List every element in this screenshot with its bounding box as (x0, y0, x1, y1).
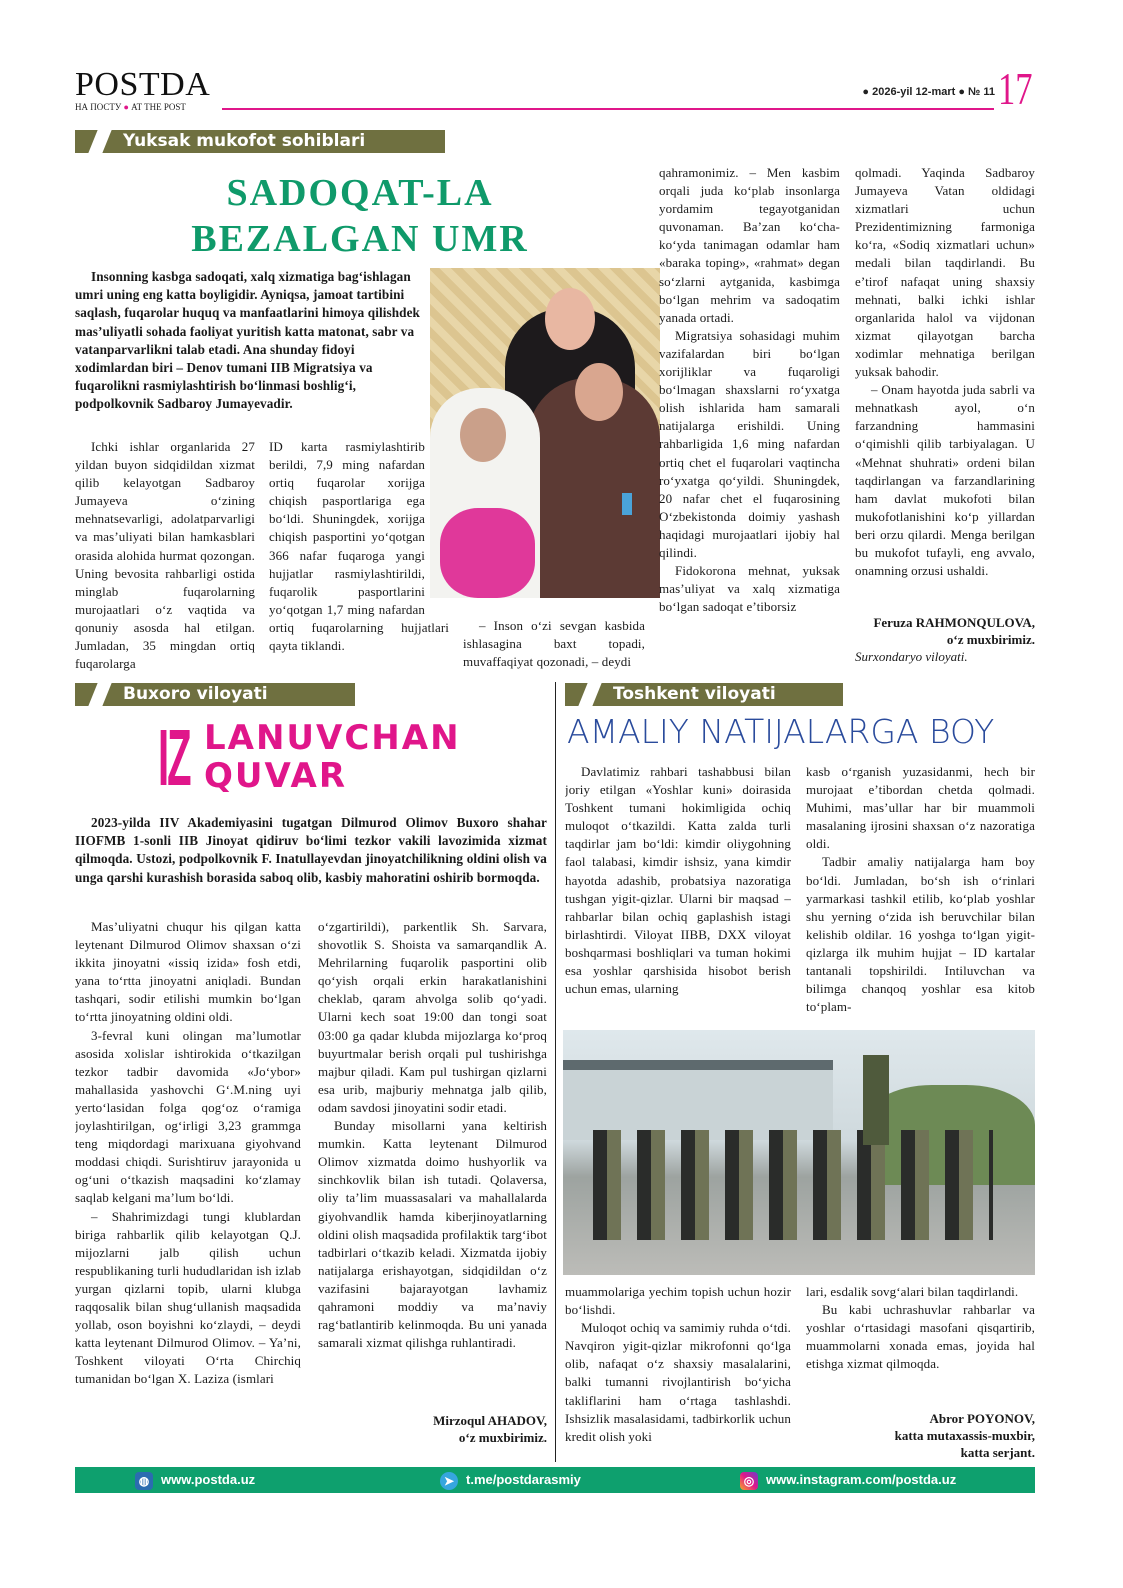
text-column (318, 918, 547, 1404)
title-line: LANUVCHAN (204, 718, 461, 758)
photo-youth-cadets-parade (563, 1030, 1035, 1275)
paragraph: Muloqot ochiq va samimiy ruhda o‘tdi. Navqiron yigit-qizlar mikrofonni qo‘lga olib, nafaqat o‘z shaxsiy masalalarini, balki tumanni rivojlantirish bo‘yicha takliflarini ham o‘rtaga tashlashdi. Ishsizlik masalasidami, tadbirkorlik uchun kredit olish yoki (565, 1320, 791, 1444)
column-divider (555, 682, 556, 1462)
author-signature (806, 1410, 1035, 1461)
author-region: Surxondaryo viloyati. (855, 649, 968, 664)
paragraph: qolmadi. Yaqinda Sadbaroy Jumayeva Vatan oldidagi xizmatlari uchun Prezidentimizning farmoniga ko‘ra, «Sodiq xizmatlari uchun» medali bilan taqdirlandi. Bu e’tirof nafaqat uning shaxsiy mehnati, balki ichki ishlar organlarida halol va vijdonan xizmat qilayotgan barcha xodimlar mehnatiga berilgan yuksak bahodir. (855, 165, 1035, 380)
text-column (75, 438, 255, 674)
paragraph: Ichki ishlar organlarida 27 yildan buyon sidqidildan xizmat qilib kelayotgan Sadbaroy Jumayeva o‘zining mehnatsevarligi, adolatparvarligi va mas’uliyati bilan hamkasblari orasida alohida hurmat qozongan. Uning bevosita rahbarligi ostida minglab fuqarolarning murojaatlari o‘z vaqtida va qonuniy asosda hal etilgan. Jumladan, 35 mingdan ortiq fuqarolarga (75, 439, 255, 672)
article-title (150, 170, 570, 262)
telegram-link[interactable] (440, 1471, 581, 1490)
paragraph: Tadbir amaliy natijalarga ham boy bo‘ldi. Jumladan, bo‘sh ish o‘rinlari yarmarkasi tashkil etilib, ko‘plab yoshlar shu yerning o‘zida ish beruvchilar bilan kelishib oldilar. 16 yoshga to‘lgan yigit-qizlarga ilk muhim hujjat – ID kartalar tantanali topshirildi. Intiluvchan va bilimga chanqoq yoshlar esa kitob to‘plam- (806, 854, 1035, 1015)
logo-subtitle (75, 102, 210, 112)
section-tag: Toshkent viloyati (565, 683, 843, 706)
author-signature (318, 1412, 547, 1446)
paragraph: Davlatimiz rahbari tashabbusi bilan joriy etilgan «Yoshlar kuni» doirasida Toshkent tumani hokimligida ochiq muloqot o‘tkazildi. Katta zalda turli taqdirlar jam bo‘ldi: kimdir oliygohning faol talabasi, kimdir ishsiz, yana kimdir hayotda adashib, probatsiya nazoratiga tushgan yigit-qizlar. Ularni bir maqsad – rahbarlar bilan ochiq gaplashish istagi birlashtirdi. Viloyat IIBB, DXX viloyat boshqarmasi boshliqlari va tuman hokimi esa yoshlar qarshisida hisobot berish uchun emas, ularning (565, 764, 791, 997)
paragraph: qahramonimiz. – Men kasbim orqali juda ko‘plab insonlarga yordamim tegayotganidan quvonaman. Ba’zan ko‘cha-ko‘yda tanimagan odamlar ham «baraka toping», «rahmat» degan so‘zlarni aytganida, kasbimga bo‘lgan mehrim va sadoqatim yanada ortadi. (659, 165, 840, 325)
text-column (659, 164, 840, 656)
paragraph: o‘zgartirildi), parkentlik Sh. Sarvara, shovotlik S. Shoista va samarqandlik A. Mehrilarning fuqarolik pasportini olib qo‘yish orqali erkin harakatlanishini cheklab, qaram ahvolga solib qo‘yadi. Ularni kech soat 19:00 dan tongi soat 03:00 ga qadar klubda mijozlarga ko‘proq buyurtmalar berish orqali pul tushirishga majbur qiladi. Kam pul tushirgan qizlarni esa urib, majburiy mehnatga jalb qilib, odam savdosi jinoyatini sodir etadi. (318, 919, 547, 1115)
paragraph: – Shahrimizdagi tungi klublardan biriga rahbarlik qilib kelayotgan Q.J. mijozlarni jalb qilish uchun respublikaning turli hududlaridan ish izlab yurgan qizlarni topib, ularni klubga raqqosalik bilan shug‘ullanish maqsadida yollab, oson boyishni ko‘zlaydi, – deydi katta leytenant Dilmurod Olimov. – Ya’ni, Toshkent viloyati O‘rta Chirchiq tumanidan bo‘lgan X. Laziza (ismlari (75, 1208, 301, 1387)
article-lead (75, 814, 547, 906)
paragraph: Bu kabi uchrashuvlar rahbarlar va yoshlar o‘rtasidagi masofani qisqartirib, muammolarni xonada emas, joyida hal etishga xizmat qilmoqda. (806, 1302, 1035, 1372)
logo: POSTDA (75, 66, 211, 103)
text-column (565, 1283, 791, 1455)
author-name: Mirzoqul AHADOV, (433, 1413, 547, 1428)
text-column (806, 1283, 1035, 1403)
logo-sub-right: AT THE POST (131, 102, 186, 112)
globe-icon: ◍ (135, 1472, 153, 1490)
header-rule (222, 108, 994, 110)
author-role: o‘z muxbirimiz. (458, 1430, 547, 1445)
text-column (565, 763, 791, 1019)
website-link[interactable] (135, 1471, 255, 1490)
lead-text: Insonning kasbga sadoqati, xalq xizmatiga bag‘ishlagan umri uning eng katta boyligidir. Ayniqsa, jamoat tartibini saqlash, fuqarolar huquq va manfaatlarini himoya qilishdek mas’uliyatli sohada faoliyat yuritish katta matonat, sabr va vatanparvarlikni talab etadi. Ana shunday fidoyi xodimlardan biri – Denov tumani IIB Migratsiya va fuqarolikni rasmiylashtirish bo‘linmasi boshlig‘i, podpolkovnik Sadbaroy Jumayevadir. (75, 269, 420, 412)
section-tag: Yuksak mukofot sohiblari (75, 130, 445, 153)
photo-award-recipient-with-family (430, 268, 660, 598)
website-text: www.postda.uz (161, 1472, 256, 1487)
text-column (855, 164, 1035, 600)
author-role: katta mutaxassis-muxbir, (894, 1428, 1035, 1443)
issue-date: ● 2026-yil 12-mart ● № 11 (862, 86, 995, 98)
page-number: 17 (998, 63, 1033, 114)
author-signature (855, 614, 1035, 665)
paragraph: 3-fevral kuni olingan ma’lumotlar asosida xolislar ishtirokida o‘tkazilgan tezkor tadbir davomida «Jo‘ybor» mahallasida yashovchi G‘.M.ning uyi yerto‘lasidan folga qog‘oz o‘ramiga joylashtirilgan, og‘irligi 3,23 grammga teng miqdordagi marixuana giyohvand moddasi chiqdi. Surishtiruv jarayonida u og‘uni o‘tkazish maqsadini ko‘zlamay saqlab kelgani ma’lum bo‘ldi. (75, 1027, 301, 1206)
title-initial: IZ (158, 713, 190, 802)
logo-sub-left: НА ПОСТУ (75, 102, 122, 112)
text-column (806, 763, 1035, 1019)
author-role: o‘z muxbirimiz. (946, 632, 1035, 647)
paragraph: ID karta rasmiylashtirib berildi, 7,9 ming nafardan ortiq fuqarolar xorijga chiqish pasportlariga ega bo‘ldi. Shuningdek, xorijga chiqish pasportini yo‘qotgan 366 nafar fuqaroga yangi hujjatlar rasmiylashtirildi, fuqarolik pasportlarini yo‘qotgan 1,7 ming nafardan ortiq fuqarolarning hujjatlari qayta tiklandi. (269, 439, 449, 654)
text-column (463, 617, 645, 675)
paragraph: – Onam hayotda juda sabrli va mehnatkash ayol, o‘n farzandning hammasini o‘qimishli qilib tarbiyalagan. U «Mehnat shuhrati» ordeni bilan taqdirlangan va farzandlarining ham davlat mukofoti bilan mukofotlanishini ko‘p yillardan beri orzu qilardi. Menga berilgan bu mukofot tufayli, eng avvalo, onamning orzusi ushaldi. (855, 382, 1035, 579)
author-name: Feruza RAHMONQULOVA, (873, 615, 1035, 630)
masthead (75, 66, 211, 112)
article-title: AMALIY NATIJALARGA BOY (567, 712, 995, 751)
paragraph: kasb o‘rganish yuzasidanmi, hech bir murojaat e’tibordan chetda qolmadi. Muhimi, mas’ullar har bir muammoli masalaning ijrosini shaxsan o‘z nazoratiga oldi. (806, 764, 1035, 852)
author-name: Abror POYONOV, (929, 1411, 1035, 1426)
instagram-link[interactable] (740, 1471, 956, 1490)
paragraph: Fidokorona mehnat, yuksak mas’uliyat va xalq xizmatiga bo‘lgan sadoqat e’tiborsiz (659, 563, 840, 615)
paragraph: lari, esdalik sovg‘alari bilan taqdirlandi. (806, 1284, 1019, 1299)
footer-bar (75, 1467, 1035, 1493)
lead-text: 2023-yilda IIV Akademiyasini tugatgan Dilmurod Olimov Buxoro shahar IIOFMB 1-sonli IIB Jinoyat qidiruv bo‘limi tezkor vakili lavozimida xizmat qilmoqda. Ustozi, podpolkovnik F. Inatullayevdan jinoyatchilikning oldini olish va unga qarshi kurashish borasida saboq olib, kasbiy mahoratini oshirib bormoqda. (75, 815, 547, 885)
paragraph: Mas’uliyatni chuqur his qilgan katta leytenant Dilmurod Olimov shaxsan o‘zi ikkita jinoyatni «issiq izida» fosh etdi, yana to‘rtta jinoyatni aniqladi. Bundan tashqari, sodir etilishi mumkin bo‘lgan to‘rtta jinoyatning oldini oldi. (75, 919, 301, 1025)
telegram-icon: ➤ (440, 1472, 458, 1490)
title-line: QUVAR (204, 756, 348, 796)
text-column (75, 918, 301, 1456)
title-line: BEZALGAN UMR (191, 218, 529, 260)
paragraph: muammolariga yechim topish uchun hozir bo‘lishdi. (565, 1284, 791, 1318)
paragraph: Migratsiya sohasidagi muhim vazifalardan biri bo‘lgan xorijliklar va fuqaroligi bo‘lmagan shaxslarni ro‘yxatga olish ishlarida ham samarali natijalarga erishildi. Uning rahbarligida 1,6 ming nafardan ortiq chet el fuqarolari vaqtincha ro‘yxatga qo‘yildi. Shuningdek, 20 nafar chet el fuqarosining O‘zbekistonda doimiy yashash haqidagi murojaatlari ijobiy hal qilindi. (659, 327, 840, 560)
paragraph: – Inson o‘zi sevgan kasbida ishlasagina baxt topadi, muvaffaqiyat qozonadi, – deydi (463, 618, 645, 670)
dot-icon: ● (123, 102, 129, 112)
article-lead (75, 268, 423, 436)
telegram-text: t.me/postdarasmiy (466, 1472, 581, 1487)
section-tag: Buxoro viloyati (75, 683, 355, 706)
title-line: SADOQAT-LA (226, 172, 494, 214)
author-rank: katta serjant. (960, 1445, 1035, 1460)
instagram-icon: ◎ (740, 1472, 758, 1490)
text-column (269, 438, 449, 674)
instagram-text: www.instagram.com/postda.uz (766, 1472, 957, 1487)
paragraph: Bunday misollarni yana keltirish mumkin. Katta leytenant Dilmurod Olimov xizmatda doimo hushyorlik va sinchkovlik bilan ish tutadi. Qolaversa, oliy ta’lim muassasalari va mahallalarda giyohvandlik hamda kiberjinoyatlarning oldini olish maqsadida profilaktik targ‘ibot tadbirlari o‘tkazib keladi. Xizmatda ijobiy natijalarga erishayotgan, sidqidildan o‘z vazifasini bajarayotgan lavhamiz qahramoni moddiy va ma’naviy rag‘batlantirib kelinmoqda. Bu uni yanada samarali xizmat qilishga ruhlantiradi. (318, 1118, 547, 1351)
